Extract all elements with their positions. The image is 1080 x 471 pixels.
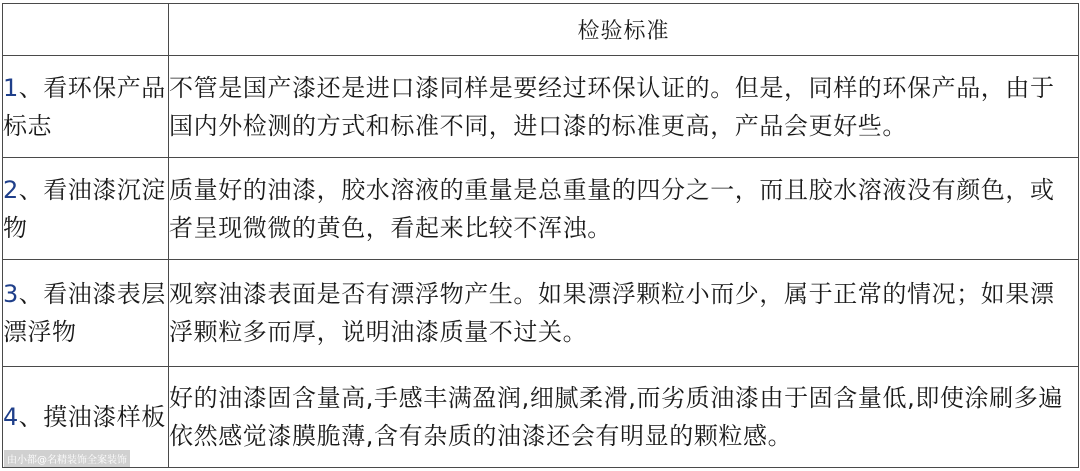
item-number: 1 xyxy=(3,73,19,102)
item-label: 、摸油漆样板 xyxy=(18,403,166,431)
item-label: 、看环保产品标志 xyxy=(3,73,166,140)
item-description: 不管是国产漆还是进口漆同样是要经过环保认证的。但是，同样的环保产品，由于国内外检测的方式和标准不同，进口漆的标准更高，产品会更好些。 xyxy=(169,56,1079,158)
item-description: 质量好的油漆，胶水溶液的重量是总重量的四分之一，而且胶水溶液没有颜色，或者呈现微微的黄色，看起来比较不浑浊。 xyxy=(169,158,1079,260)
item-label-cell xyxy=(3,260,169,367)
item-label: 、看油漆沉淀物 xyxy=(3,175,166,242)
item-label: 、看油漆表层漂浮物 xyxy=(3,280,166,346)
item-number: 3 xyxy=(3,280,19,308)
table-header-row xyxy=(3,4,1079,56)
header-empty-cell xyxy=(3,4,169,56)
header-title: 检验标准 xyxy=(169,4,1079,56)
item-number: 2 xyxy=(3,175,19,204)
watermark: 由小都@名精装饰全案装饰 xyxy=(4,450,130,467)
table-row xyxy=(3,260,1079,367)
table-row xyxy=(3,158,1079,260)
item-description: 好的油漆固含量高,手感丰满盈润,细腻柔滑,而劣质油漆由于固含量低,即使涂刷多遍依然感觉漆膜脆薄,含有杂质的油漆还会有明显的颗粒感。 xyxy=(169,367,1079,468)
item-description: 观察油漆表面是否有漂浮物产生。如果漂浮颗粒小而少，属于正常的情况；如果漂浮颗粒多而厚，说明油漆质量不过关。 xyxy=(169,260,1079,367)
table-row xyxy=(3,367,1079,468)
item-label-cell xyxy=(3,56,169,158)
item-number: 4 xyxy=(3,403,19,431)
inspection-standard-table xyxy=(2,3,1079,468)
item-label-cell xyxy=(3,158,169,260)
table-row xyxy=(3,56,1079,158)
